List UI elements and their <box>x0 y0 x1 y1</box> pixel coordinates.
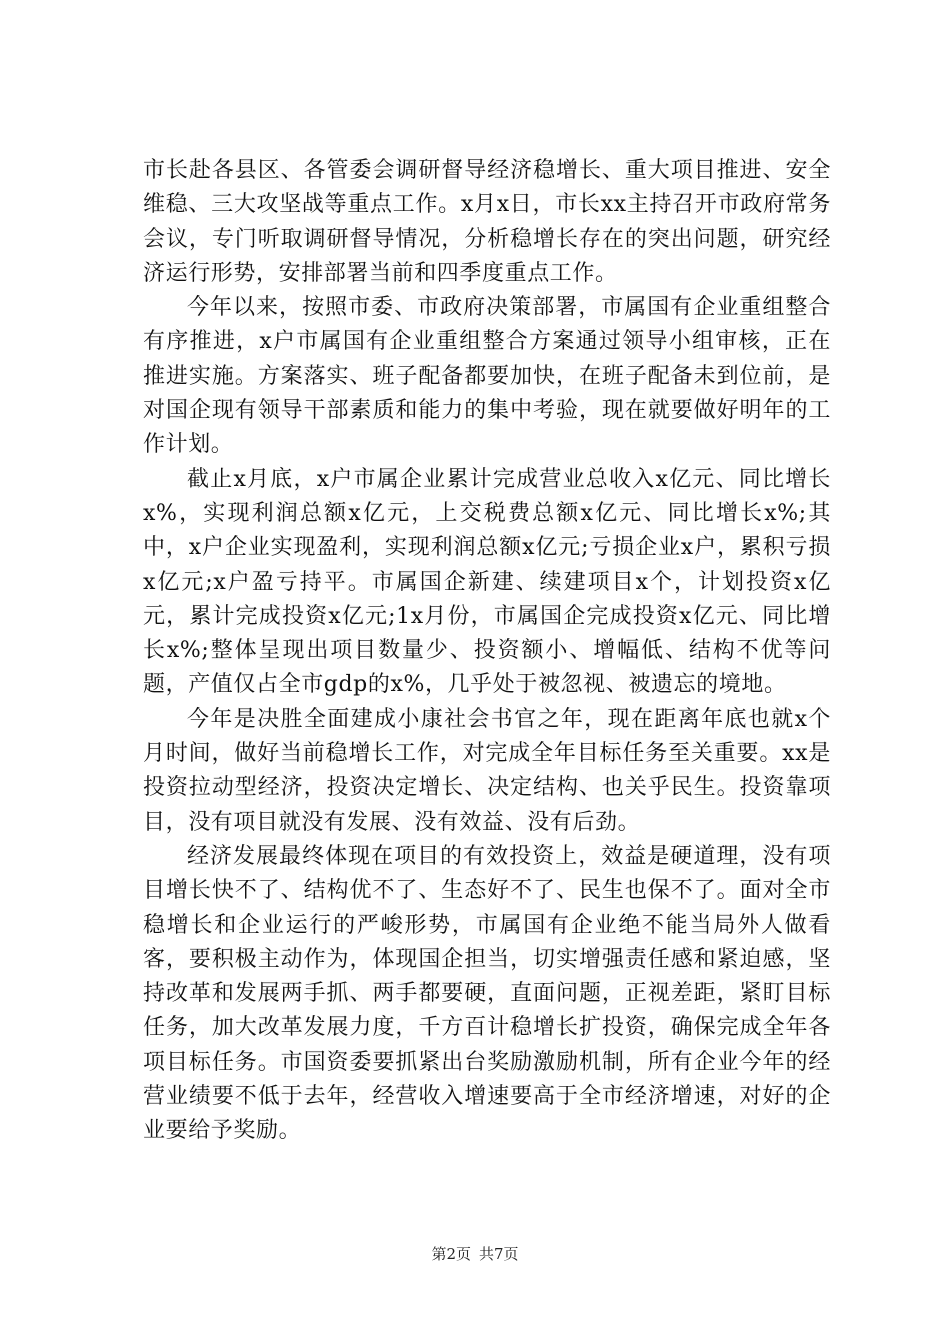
paragraph-2: 今年以来，按照市委、市政府决策部署，市属国有企业重组整合有序推进，x户市属国有企业重组整合方案通过领导小组审核，正在推进实施。方案落实、班子配备都要加快，在班子配备未到位前，是对国企现有领导干部素质和能力的集中考验，现在就要做好明年的工作计划。 <box>143 295 831 458</box>
paragraph-3: 截止x月底，x户市属企业累计完成营业总收入x亿元、同比增长x%，实现利润总额x亿元，上交税费总额x亿元、同比增长x%;其中，x户企业实现盈利，实现利润总额x亿元;亏损企业x户，累积亏损x亿元;x户盈亏持平。市属国企新建、续建项目x个，计划投资x亿元，累计完成投资x亿元;1x月份，市属国企完成投资x亿元、同比增长x%;整体呈现出项目数量少、投资额小、增幅低、结构不优等问题，产值仅占全市gdp的x%，几乎处于被忽视、被遗忘的境地。 <box>143 466 831 698</box>
paragraph-5: 经济发展最终体现在项目的有效投资上，效益是硬道理，没有项目增长快不了、结构优不了、生态好不了、民生也保不了。面对全市稳增长和企业运行的严峻形势，市属国有企业绝不能当局外人做看客，要积极主动作为，体现国企担当，切实增强责任感和紧迫感，坚持改革和发展两手抓、两手都要硬，直面问题，正视差距，紧盯目标任务，加大改革发展力度，千方百计稳增长扩投资，确保完成全年各项目标任务。市国资委要抓紧出台奖励激励机制，所有企业今年的经营业绩要不低于去年，经营收入增速要高于全市经济增速，对好的企业要给予奖励。 <box>143 843 831 1144</box>
page-total: 共7页 <box>479 1245 519 1263</box>
page-footer <box>0 1244 950 1264</box>
paragraph-1: 市长赴各县区、各管委会调研督导经济稳增长、重大项目推进、安全维稳、三大攻坚战等重点工作。x月x日，市长xx主持召开市政府常务会议，专门听取调研督导情况，分析稳增长存在的突出问题，研究经济运行形势，安排部署当前和四季度重点工作。 <box>143 158 831 286</box>
page-number: 第2页 <box>431 1245 471 1263</box>
paragraph-4: 今年是决胜全面建成小康社会书官之年，现在距离年底也就x个月时间，做好当前稳增长工作，对完成全年目标任务至关重要。xx是投资拉动型经济，投资决定增长、决定结构、也关乎民生。投资靠项目，没有项目就没有发展、没有效益、没有后劲。 <box>143 706 831 835</box>
document-body <box>143 154 831 1149</box>
